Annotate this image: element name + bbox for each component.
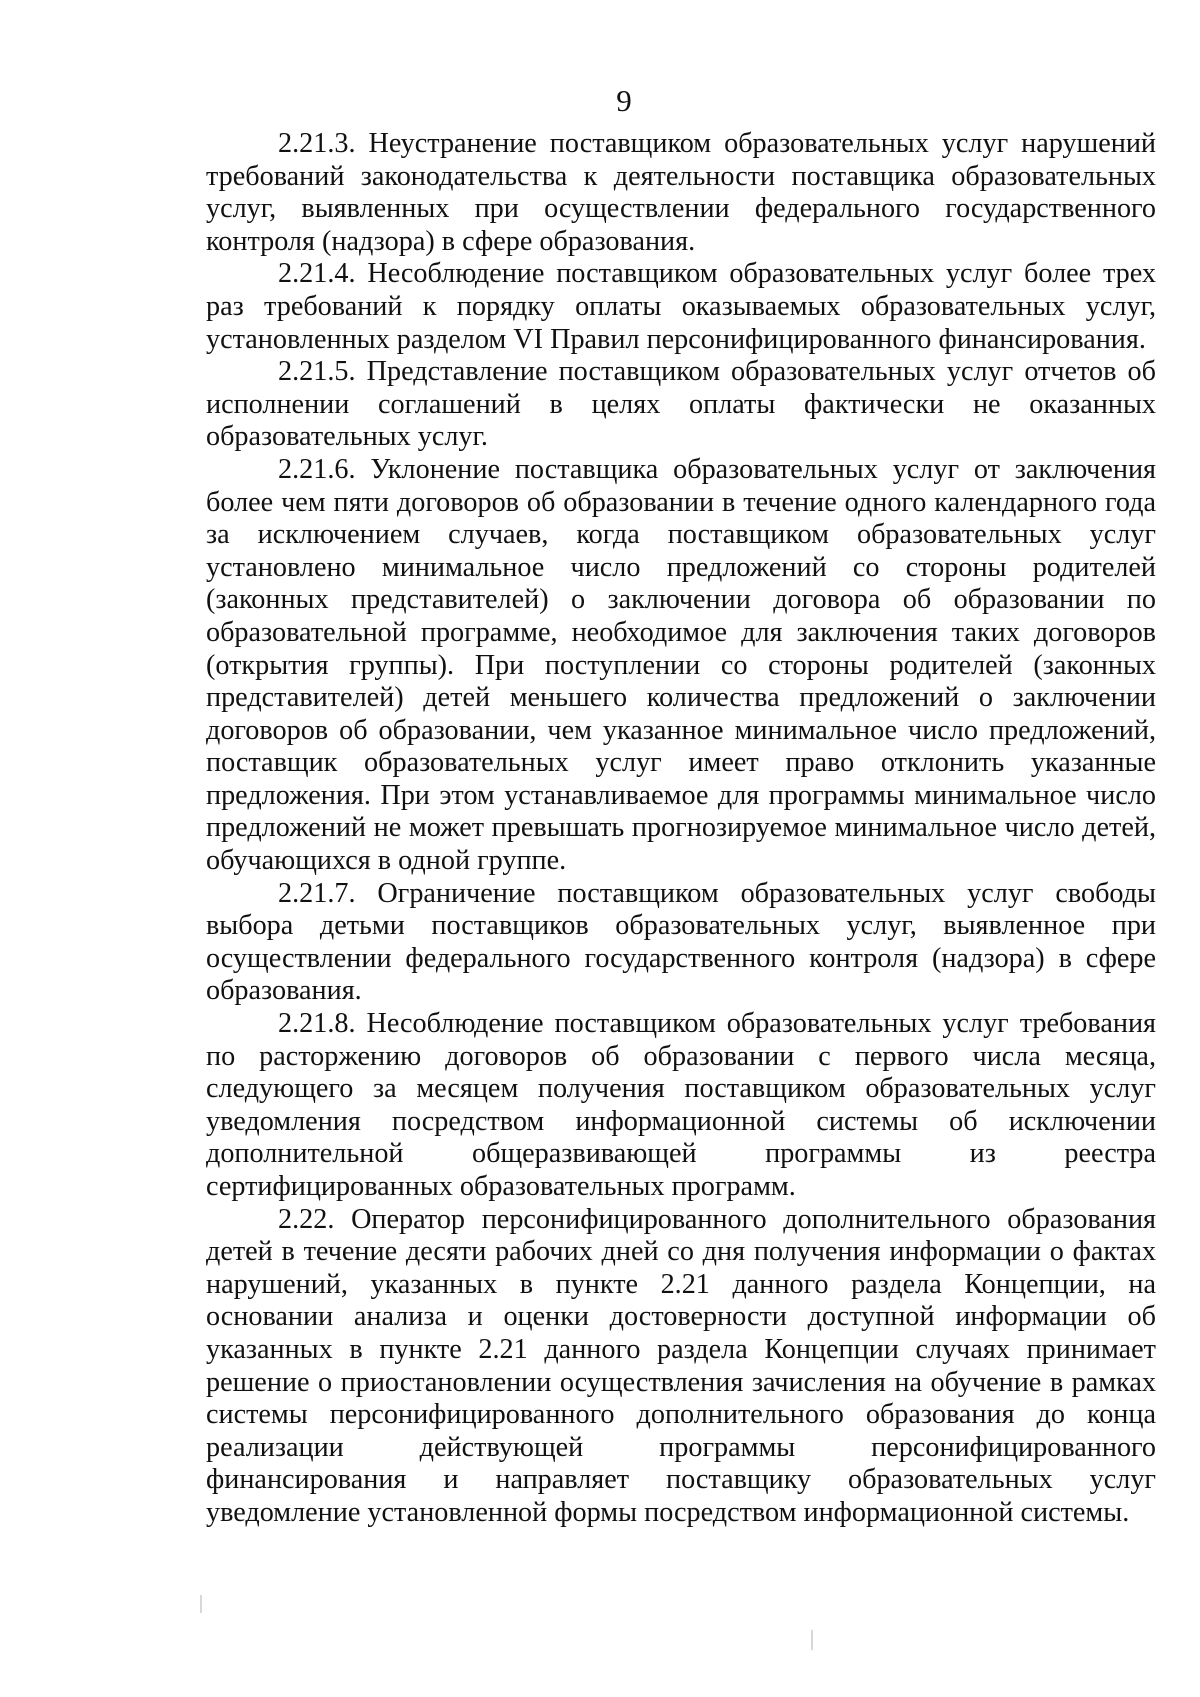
page-number: 9	[616, 83, 632, 118]
paragraph-2-21-4: 2.21.4. Несоблюдение поставщиком образовательных услуг более трех раз требований к порядку оплаты оказываемых образовательных услуг, установленных разделом VI Правил персонифицированного финансирования.	[206, 258, 1156, 355]
paragraph-2-21-6: 2.21.6. Уклонение поставщика образовательных услуг от заключения более чем пяти договоров об образовании в течение одного календарного года за исключением случаев, когда поставщиком образовательных услуг установлено минимальное число предложений со стороны родителей (законных представителей) о заключении договора об образовании по образовательной программе, необходимое для заключения таких договоров (открытия группы). При поступлении со стороны родителей (законных представителей) детей меньшего количества предложений о заключении договоров об образовании, чем указанное минимальное число предложений, поставщик образовательных услуг имеет право отклонить указанные предложения. При этом устанавливаемое для программы минимальное число предложений не может превышать прогнозируемое минимальное число детей, обучающихся в одной группе.	[206, 453, 1156, 877]
paragraph-2-21-5: 2.21.5. Представление поставщиком образовательных услуг отчетов об исполнении соглашений в целях оплаты фактически не оказанных образовательных услуг.	[206, 356, 1156, 453]
paragraph-2-21-7: 2.21.7. Ограничение поставщиком образовательных услуг свободы выбора детьми поставщиков образовательных услуг, выявленное при осуществлении федерального государственного контроля (надзора) в сфере образования.	[206, 877, 1156, 1007]
scan-artifact-mark	[200, 1595, 202, 1613]
paragraph-2-21-8: 2.21.8. Несоблюдение поставщиком образовательных услуг требования по расторжению договоров об образовании с первого числа месяца, следующего за месяцем получения поставщиком образовательных услуг уведомления посредством информационной системы об исключении дополнительной общеразвивающей программы из реестра сертифицированных образовательных программ.	[206, 1008, 1156, 1202]
paragraph-2-21-3: 2.21.3. Неустранение поставщиком образовательных услуг нарушений требований законодательства к деятельности поставщика образовательных услуг, выявленных при осуществлении федерального государственного контроля (надзора) в сфере образования.	[206, 128, 1156, 257]
scan-artifact-mark	[811, 1630, 813, 1650]
paragraph-2-22: 2.22. Оператор персонифицированного дополнительного образования детей в течение десяти рабочих дней со дня получения информации о фактах нарушений, указанных в пункте 2.21 данного раздела Концепции, на основании анализа и оценки достоверности доступной информации об указанных в пункте 2.21 данного раздела Концепции случаях принимает решение о приостановлении осуществления зачисления на обучение в рамках системы персонифицированного дополнительного образования до конца реализации действующей программы персонифицированного финансирования и направляет поставщику образовательных услуг уведомление установленной формы посредством информационной системы.	[206, 1203, 1156, 1528]
document-body	[206, 128, 1156, 1530]
